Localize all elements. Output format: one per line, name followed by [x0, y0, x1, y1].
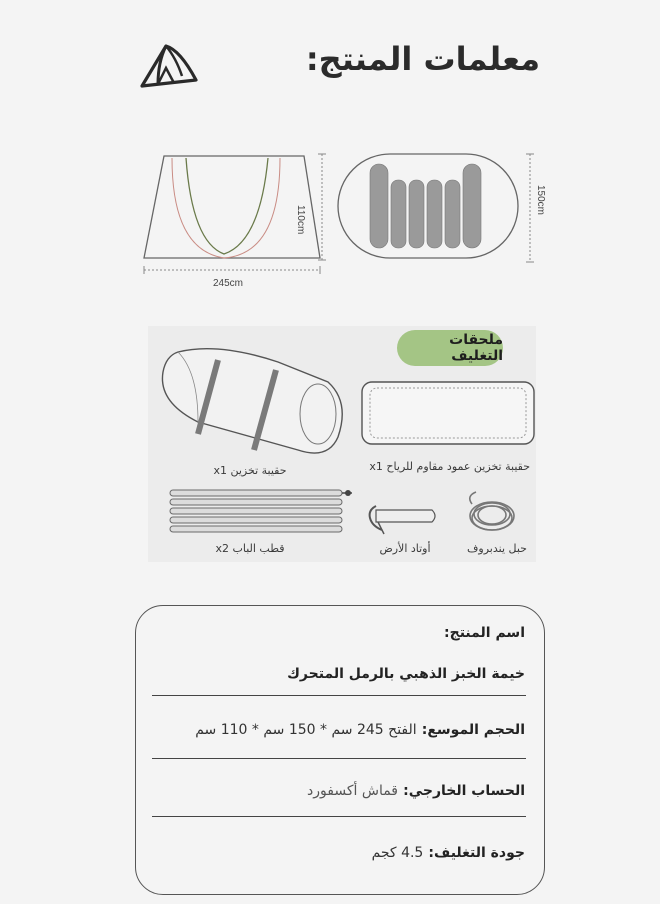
ground-stakes-caption: أوتاد الأرض: [379, 542, 431, 555]
pole-bag-illustration: [358, 378, 538, 448]
door-poles-caption: قطب الباب x2: [215, 542, 285, 555]
width-dimension-label: 245cm: [213, 278, 244, 289]
material-row: [307, 780, 525, 799]
product-name-value: خيمة الخبز الذهبي بالرمل المتحرك: [287, 666, 525, 682]
weight-value: 4.5 كجم: [371, 845, 424, 861]
depth-dimension-label: 150cm: [535, 185, 546, 216]
weight-row: [372, 842, 525, 861]
rope-illustration: [462, 488, 522, 540]
rope-caption: حبل يندبروف: [467, 542, 527, 555]
divider: [152, 816, 526, 817]
weight-label: جودة التغليف:: [428, 845, 525, 861]
storage-bag-illustration: [158, 342, 348, 460]
material-label: الحساب الخارجي:: [403, 783, 525, 799]
ground-stakes-illustration: [362, 496, 440, 540]
pole-bag-caption: حقيبة تخزين عمود مقاوم للرياح x1: [369, 460, 530, 473]
page-title: معلمات المنتج:: [305, 40, 540, 78]
tent-top-view-diagram: [332, 150, 547, 270]
accessories-badge: ملحقات التغليف: [397, 330, 503, 366]
material-value: قماش أكسفورد: [307, 783, 398, 799]
size-value: الفتح 245 سم * 150 سم * 110 سم: [195, 722, 417, 738]
tent-icon: [136, 40, 202, 92]
product-name-label: اسم المنتج:: [444, 625, 525, 641]
divider: [152, 758, 526, 759]
divider: [152, 695, 526, 696]
size-label: الحجم الموسع:: [421, 722, 525, 738]
storage-bag-caption: حقيبة تخزين x1: [213, 464, 287, 477]
size-row: [195, 719, 525, 738]
height-dimension-label: 110cm: [295, 205, 306, 235]
door-poles-illustration: [166, 488, 358, 540]
